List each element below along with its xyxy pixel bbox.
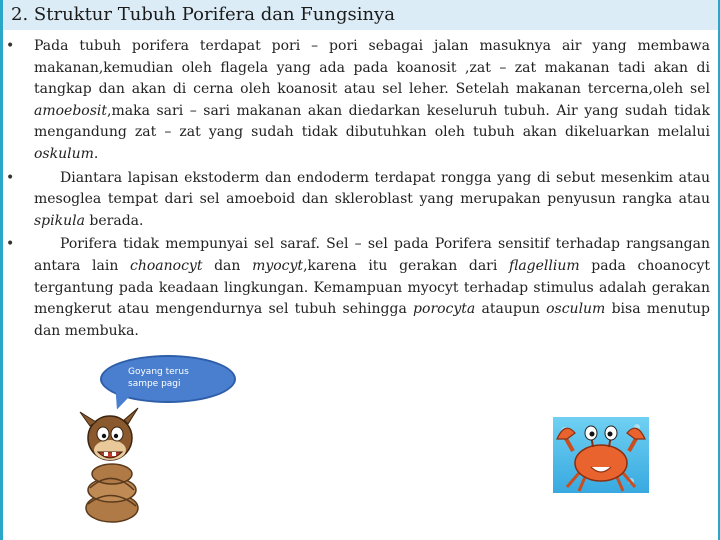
bullet-item-2: • Diantara lapisan ekstoderm dan endoderm terdapat rongga yang di sebut mesenkim atau mesoglea tempat dari sel amoeboid dan skleroblast yang merupakan penyusun rangka atau spikula berada.: [6, 169, 710, 229]
bullet-dot: •: [6, 236, 15, 253]
term-choanocyt: choanocyt: [129, 257, 203, 274]
term-flagellium: flagellium: [508, 257, 580, 274]
term-spikula: spikula: [34, 212, 85, 229]
bullet-list: [6, 36, 710, 344]
term-porocyta: porocyta: [413, 301, 476, 318]
term-myocyt: myocyt: [252, 257, 304, 274]
speech-bubble-text: Goyang terus sampe pagi: [128, 367, 189, 389]
crab-clipart-frame: [553, 417, 649, 493]
bullet-dot: •: [6, 38, 15, 54]
title-band: [3, 0, 718, 30]
slide-title: 2. Struktur Tubuh Porifera dan Fungsinya: [11, 4, 395, 25]
bullet-dot: •: [6, 169, 15, 186]
term-osculum: osculum: [546, 301, 606, 318]
term-amoebosit: amoebosit: [34, 102, 108, 119]
bullet-item-1: • Pada tubuh porifera terdapat pori – pori sebagai jalan masuknya air yang membawa makanan,kemudian oleh flagela yang ada pada koanosit ,zat – zat makanan tadi akan di tangkap dan akan di cerna oleh koanosit atau sel leher. Setelah makanan tercerna,oleh sel amoebosit,maka sari – sari makanan akan diedarkan keseluruh tubuh. Air yang sudah tidak mengandung zat – zat yang sudah tidak dibutuhkan oleh tubuh akan dikeluarkan melalui oskulum.: [6, 38, 710, 162]
crab-clipart-icon: [553, 417, 649, 493]
spinning-cartoon-character-icon: [72, 398, 142, 528]
slide-border-left: [0, 0, 3, 540]
bullet-item-3: • Porifera tidak mempunyai sel saraf. Sel – sel pada Porifera sensitif terhadap rangsangan antara lain choanocyt dan myocyt,karena itu gerakan dari flagellium pada choanocyt tergantung pada keadaan lingkungan. Kemampuan myocyt terhadap stimulus adalah gerakan mengkerut atau mengendurnya sel tubuh sehingga porocyta ataupun osculum bisa menutup dan membuka.: [6, 236, 710, 339]
term-oskulum: oskulum: [34, 145, 94, 162]
